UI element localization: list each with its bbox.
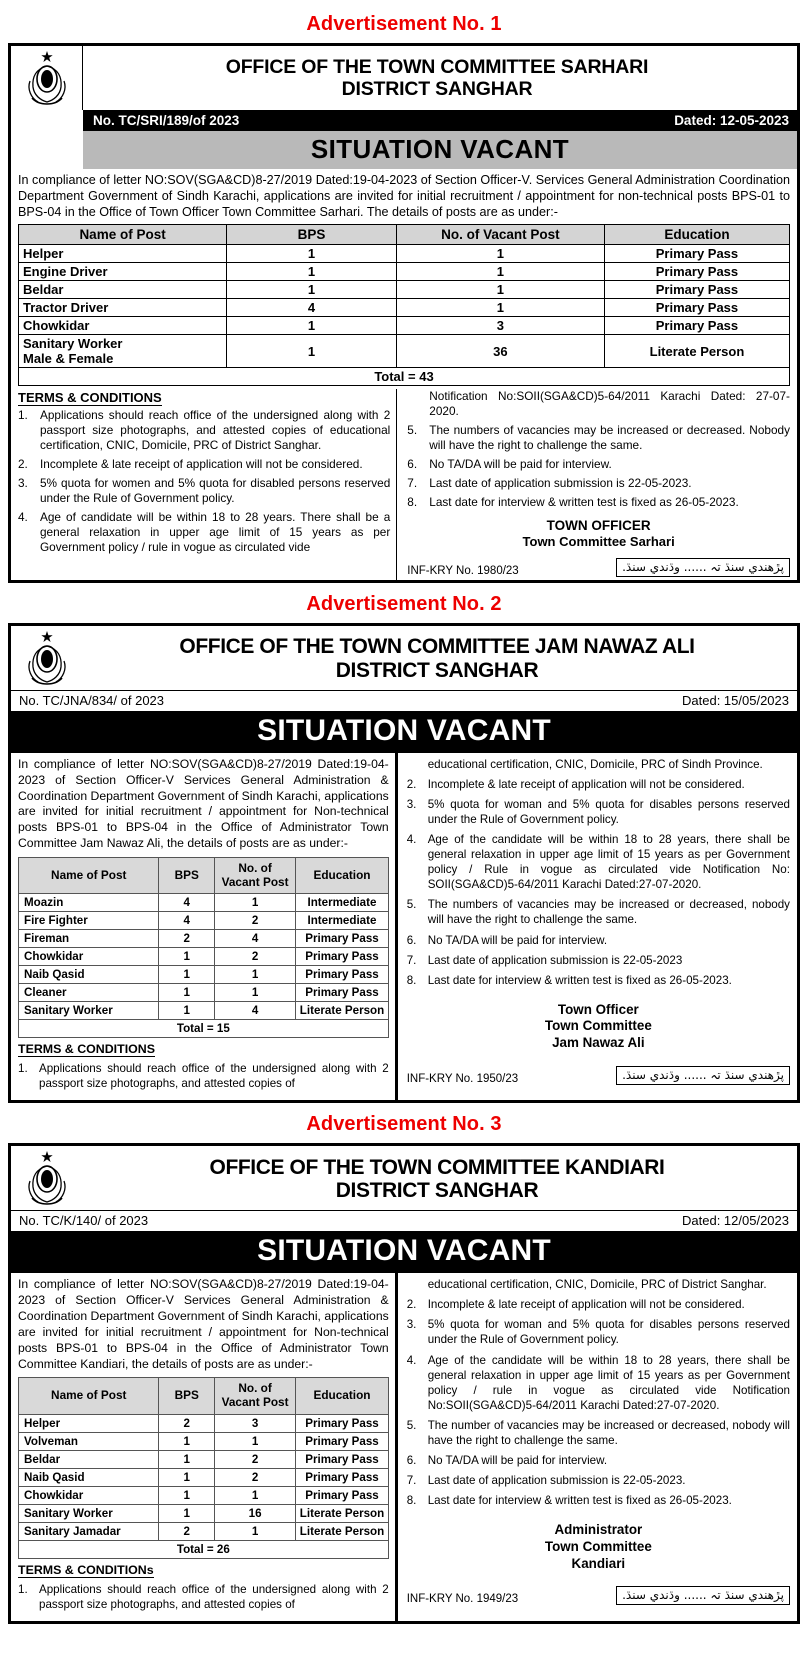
table-row <box>19 263 790 281</box>
terms-item-text: Age of the candidate will be within 18 to 28 years, there shall be general relaxation in upper age limit of 15 years as per Government policy / Rule in vogue as circulated vide Notification No: SOII(SGA&CD)5-64/2011 Karachi Dated:27-07-2020. <box>427 833 790 892</box>
bps-cell: 1 <box>227 263 397 281</box>
ad3-terms-continuation: educational certification, CNIC, Domicile, PRC of District Sanghar. <box>427 1278 767 1292</box>
ad3-signoff <box>407 1522 790 1572</box>
table-total-row <box>19 368 790 386</box>
ad2-table-header-row <box>19 858 389 894</box>
ad2-right-column <box>398 753 797 1100</box>
education-cell: Literate Person <box>296 1522 388 1540</box>
post-name-cell: Sanitary Worker <box>19 1002 159 1020</box>
ad1-office-line-2: DISTRICT SANGHAR <box>341 78 533 100</box>
terms-item-text: Applications should reach office of the undersigned along with 2 passport size photographs, and attested copies of <box>39 1582 389 1611</box>
terms-item-number: 4. <box>406 833 417 847</box>
ad3-reference-bar <box>11 1210 797 1231</box>
ad2-left-column <box>11 753 398 1100</box>
education-cell: Primary Pass <box>296 984 388 1002</box>
post-name-cell: Helper <box>19 1414 159 1432</box>
ad3-footer-row <box>407 1586 790 1605</box>
table-row <box>19 299 790 317</box>
terms-item-text: Incomplete & late receipt of application will not be considered. <box>427 777 745 791</box>
bps-cell: 1 <box>159 1450 214 1468</box>
education-cell: Primary Pass <box>296 948 388 966</box>
vacant-count-cell: 4 <box>214 930 295 948</box>
ad2-header <box>11 626 797 690</box>
post-name-cell: Sanitary Worker <box>19 1504 159 1522</box>
terms-item <box>407 973 790 988</box>
ad2-reference-bar <box>11 690 797 711</box>
post-name-cell: Chowkidar <box>19 948 159 966</box>
terms-item-number: 5. <box>406 1418 417 1432</box>
ad3-th-education: Education <box>296 1378 388 1414</box>
ad1-body <box>11 169 797 580</box>
terms-item <box>407 423 790 453</box>
vacant-count-cell: 1 <box>396 299 604 317</box>
post-name-cell: Fireman <box>19 930 159 948</box>
terms-item <box>407 777 790 792</box>
terms-item <box>407 476 790 491</box>
vacant-count-cell: 1 <box>214 894 295 912</box>
ad1-crest-cell <box>11 46 83 110</box>
table-row <box>19 984 389 1002</box>
ad2-office-line-1: OFFICE OF THE TOWN COMMITTEE JAM NAWAZ ALI <box>179 635 695 659</box>
terms-item-number: 3. <box>18 476 28 491</box>
ad1-inf-number: INF-KRY No. 1980/23 <box>407 564 519 577</box>
terms-item <box>407 457 790 472</box>
ad2-inf-number: INF-KRY No. 1950/23 <box>406 1072 519 1085</box>
education-cell: Primary Pass <box>604 245 789 263</box>
ad1-header <box>11 46 797 110</box>
table-row <box>19 930 389 948</box>
bps-cell: 1 <box>159 1486 214 1504</box>
terms-item <box>18 510 390 555</box>
ad2-th-name: Name of Post <box>19 858 159 894</box>
terms-item-text: Applications should reach office of the undersigned along with 2 passport size photographs, and attested copies of <box>39 1062 389 1091</box>
ad1-terms-right-list <box>407 423 790 510</box>
terms-item-text: Last date for interview & written test is fixed as 26-05-2023. <box>427 1494 732 1508</box>
terms-item-number: 1. <box>18 1582 28 1596</box>
post-name-cell: Naib Qasid <box>19 1468 159 1486</box>
ad1-signoff <box>407 518 790 550</box>
table-row <box>19 948 389 966</box>
bps-cell: 2 <box>159 1522 214 1540</box>
post-name-cell: Beldar <box>19 281 227 299</box>
education-cell: Primary Pass <box>604 281 789 299</box>
ad2-terms-right-list <box>407 777 790 988</box>
vacant-count-cell: 36 <box>396 335 604 368</box>
terms-item <box>407 953 790 968</box>
post-name-cell: Chowkidar <box>19 1486 159 1504</box>
ad2-terms-heading: TERMS & CONDITIONS <box>18 1042 155 1057</box>
ad2-office-line-2: DISTRICT SANGHAR <box>335 658 539 682</box>
education-cell: Primary Pass <box>296 930 388 948</box>
ad3-office-line-2: DISTRICT SANGHAR <box>335 1179 539 1203</box>
table-row <box>19 894 389 912</box>
ad2-terms-continuation: educational certification, CNIC, Domicile, PRC of Sindh Province. <box>427 757 763 771</box>
ad3-office-line-1: OFFICE OF THE TOWN COMMITTEE KANDIARI <box>209 1155 665 1179</box>
bps-cell: 4 <box>227 299 397 317</box>
ad1-office-heading <box>83 46 797 110</box>
vacant-count-cell: 2 <box>214 948 295 966</box>
table-row <box>19 1504 389 1522</box>
education-cell: Primary Pass <box>296 1432 388 1450</box>
table-row <box>19 1468 389 1486</box>
education-cell: Primary Pass <box>296 1468 388 1486</box>
bps-cell: 4 <box>159 894 214 912</box>
vacant-count-cell: 1 <box>214 984 295 1002</box>
education-cell: Primary Pass <box>296 1414 388 1432</box>
govt-of-pakistan-crest-icon <box>24 629 70 687</box>
ad3-terms-right-list <box>407 1297 790 1508</box>
vacant-count-cell: 2 <box>214 1450 295 1468</box>
terms-item-number: 2. <box>406 777 417 791</box>
education-cell: Intermediate <box>296 894 388 912</box>
vacant-count-cell: 1 <box>214 1486 295 1504</box>
ad3-situation-vacant-banner: SITUATION VACANT <box>11 1231 797 1273</box>
ad1-situation-vacant-banner: SITUATION VACANT <box>83 131 797 169</box>
terms-item-text: Last date for interview & written test is fixed as 26-05-2023. <box>427 973 732 987</box>
terms-item-text: 5% quota for woman and 5% quota for disables persons reserved under the Rule of Government policy. <box>427 798 790 827</box>
ad1-office-line-1: OFFICE OF THE TOWN COMMITTEE SARHARI <box>225 56 649 79</box>
terms-item-number: 6. <box>406 933 417 947</box>
terms-item <box>407 933 790 948</box>
advertisement-2-title: Advertisement No. 2 <box>306 592 502 615</box>
terms-item-number: 1. <box>18 1062 28 1076</box>
ad2-sindhi-slogan: پڙهندي سنڌ تہ ...... وڌندي سنڌ. <box>616 1066 790 1085</box>
ad2-posts-table <box>18 857 389 1038</box>
terms-item-text: Incomplete & late receipt of application will not be considered. <box>427 1298 745 1312</box>
terms-item <box>407 1493 790 1508</box>
post-name-cell: Sanitary Jamadar <box>19 1522 159 1540</box>
terms-item <box>407 897 790 927</box>
ad3-left-column <box>11 1273 398 1620</box>
terms-item <box>407 1317 790 1347</box>
terms-item <box>18 1061 389 1091</box>
table-row <box>19 1486 389 1504</box>
total-posts-value: Total = 15 <box>19 1020 389 1038</box>
ad2-signoff-line-2: Town Committee <box>544 1018 652 1034</box>
bps-cell: 1 <box>159 1002 214 1020</box>
terms-item-number: 8. <box>406 1494 417 1508</box>
ad2-terms-left-list <box>18 1061 389 1091</box>
ad3-th-name: Name of Post <box>19 1378 159 1414</box>
bps-cell: 1 <box>227 281 397 299</box>
vacant-count-cell: 4 <box>214 1002 295 1020</box>
ad1-intro-paragraph: In compliance of letter NO:SOV(SGA&CD)8-27/2019 Dated:19-04-2023 of Section Officer-V. Services General Administration Coordination Department Government of Sindh Karachi, applications are invited for initial recruitment / appointment for non-technical posts BPS-01 to BPS-04 in the Office of Town Officer Town Committee Sarhari. The details of posts are as under:- <box>18 173 790 220</box>
terms-item <box>407 1418 790 1448</box>
table-row <box>19 1002 389 1020</box>
education-cell: Primary Pass <box>296 1486 388 1504</box>
terms-item <box>407 1353 790 1413</box>
ad2-footer-row <box>407 1066 790 1085</box>
terms-item-text: Last date of application submission is 22-05-2023. <box>427 1473 686 1487</box>
table-row <box>19 1432 389 1450</box>
vacant-count-cell: 1 <box>396 263 604 281</box>
ad1-signoff-line-1: TOWN OFFICER <box>546 518 651 534</box>
ad1-table-header-row <box>19 225 790 245</box>
table-total-row <box>19 1540 389 1558</box>
ad3-reference-number: No. TC/K/140/ of 2023 <box>19 1213 149 1229</box>
ad1-posts-table <box>18 224 790 386</box>
terms-item-text: Applications should reach office of the undersigned along with 2 passport size photographs, and attested copies of educational certification, CNIC, Domicile, PRC of District Sanghar. <box>40 408 391 453</box>
terms-item-number: 6. <box>407 457 418 472</box>
ad3-signoff-line-1: Administrator <box>554 1522 643 1538</box>
bps-cell: 1 <box>159 966 214 984</box>
terms-item-number: 3. <box>406 798 417 812</box>
post-name-cell: Fire Fighter <box>19 912 159 930</box>
vacant-count-cell: 2 <box>214 912 295 930</box>
ad2-th-bps: BPS <box>159 858 214 894</box>
ad1-terms-heading: TERMS & CONDITIONS <box>18 390 162 406</box>
vacant-count-cell: 2 <box>214 1468 295 1486</box>
ad3-signoff-line-3: Kandiari <box>571 1555 626 1571</box>
table-row <box>19 317 790 335</box>
post-name-cell: Naib Qasid <box>19 966 159 984</box>
ad3-table-header-row <box>19 1378 389 1414</box>
education-cell: Intermediate <box>296 912 388 930</box>
table-row <box>19 245 790 263</box>
ad3-right-column <box>398 1273 797 1620</box>
education-cell: Primary Pass <box>604 317 789 335</box>
ad1-th-name: Name of Post <box>19 225 227 245</box>
post-name-cell: Cleaner <box>19 984 159 1002</box>
ad3-posts-table <box>18 1377 389 1558</box>
terms-item-text: Last date of application submission is 22-05-2023. <box>429 476 692 491</box>
post-name-cell: Tractor Driver <box>19 299 227 317</box>
bps-cell: 1 <box>159 1432 214 1450</box>
advertisement-3-card <box>8 1143 800 1623</box>
terms-item-number: 7. <box>406 1473 417 1487</box>
terms-item-text: 5% quota for woman and 5% quota for disables persons reserved under the Rule of Government policy. <box>427 1318 790 1347</box>
terms-item-text: 5% quota for women and 5% quota for disabled persons reserved under the Rule of Government policy. <box>40 476 391 506</box>
terms-item-number: 8. <box>407 495 418 510</box>
ad2-th-education: Education <box>296 858 388 894</box>
ad1-notification-continuation: Notification No:SOII(SGA&CD)5-64/2011 Karachi Dated: 27-07-2020. <box>429 389 790 419</box>
ad3-header <box>11 1146 797 1210</box>
post-name-cell: Chowkidar <box>19 317 227 335</box>
terms-item-number: 4. <box>18 510 28 525</box>
ad2-signoff-line-1: Town Officer <box>557 1001 639 1017</box>
ad2-situation-vacant-banner: SITUATION VACANT <box>11 711 797 753</box>
ad2-crest-cell <box>11 626 83 690</box>
terms-item <box>18 476 390 506</box>
ad2-body <box>11 753 797 1100</box>
table-row <box>19 1522 389 1540</box>
table-total-row <box>19 1020 389 1038</box>
total-posts-value: Total = 43 <box>19 368 790 386</box>
ad3-body <box>11 1273 797 1620</box>
ad3-th-vacant: No. of Vacant Post <box>214 1378 295 1414</box>
terms-item-text: The numbers of vacancies may be increased or decreased, nobody will have the right to challenge the same. <box>427 898 790 927</box>
advertisement-3-title: Advertisement No. 3 <box>306 1113 502 1136</box>
terms-item-number: 4. <box>406 1353 417 1367</box>
ad1-th-bps: BPS <box>227 225 397 245</box>
ad3-intro-paragraph: In compliance of letter NO:SOV(SGA&CD)8-27/2019 Dated:19-04-2023 of Section Officer-V Services General Administration & Coordination Department Government of Sindh Karachi, applications are invited for initial recruitment / appointment for Non-technical posts BPS-01 to BPS-04 in the Office of Administrator Town Committee Kandiari, the details of posts are as under:- <box>18 1277 389 1371</box>
terms-item <box>18 1582 389 1612</box>
ad1-date: Dated: 12-05-2023 <box>674 113 789 128</box>
terms-item-text: Age of candidate will be within 18 to 28 years. There shall be a general relaxation in upper age limit of 15 years as per Government policy / rule in vogue as circulated vide <box>40 510 391 555</box>
vacant-count-cell: 1 <box>396 281 604 299</box>
terms-item <box>407 495 790 510</box>
vacant-count-cell: 1 <box>214 1522 295 1540</box>
education-cell: Literate Person <box>296 1504 388 1522</box>
education-cell: Primary Pass <box>296 1450 388 1468</box>
education-cell: Literate Person <box>604 335 789 368</box>
ad3-terms-left-list <box>18 1582 389 1612</box>
terms-item <box>18 457 390 472</box>
education-cell: Primary Pass <box>604 299 789 317</box>
terms-item-text: The number of vacancies may be increased or decreased, nobody will have the right to challenge the same. <box>427 1418 790 1447</box>
ad1-terms-columns <box>18 389 790 580</box>
terms-item <box>407 1297 790 1312</box>
govt-of-pakistan-crest-icon <box>24 49 70 107</box>
post-name-cell: Moazin <box>19 894 159 912</box>
advertisement-1-title: Advertisement No. 1 <box>306 13 502 35</box>
terms-item-number: 8. <box>406 973 417 987</box>
table-row <box>19 335 790 368</box>
vacant-count-cell: 1 <box>214 1432 295 1450</box>
ad3-sindhi-slogan: پڙهندي سنڌ تہ ...... وڌندي سنڌ. <box>616 1586 790 1605</box>
bps-cell: 1 <box>227 335 397 368</box>
ad3-th-bps: BPS <box>159 1378 214 1414</box>
terms-item-text: Age of the candidate will be within 18 to 28 years, there shall be general relaxation in upper age limit of 15 years as per Government policy / rule in vogue as circulated vide Notification No:SOII(SGA&CD)5-64/2011 Karachi Dated:27-07-2020. <box>427 1353 790 1412</box>
bps-cell: 1 <box>227 317 397 335</box>
ad3-inf-number: INF-KRY No. 1949/23 <box>406 1593 519 1606</box>
post-name-cell: Helper <box>19 245 227 263</box>
bps-cell: 4 <box>159 912 214 930</box>
terms-item-number: 6. <box>406 1453 417 1467</box>
vacant-count-cell: 3 <box>214 1414 295 1432</box>
ad3-signoff-line-2: Town Committee <box>544 1538 652 1554</box>
terms-item-text: Last date of application submission is 22-05-2023 <box>427 953 683 967</box>
advertisement-2-card <box>8 623 800 1103</box>
table-row <box>19 281 790 299</box>
bps-cell: 2 <box>159 1414 214 1432</box>
terms-item-number: 2. <box>18 457 28 472</box>
vacant-count-cell: 3 <box>396 317 604 335</box>
ad1-terms-right-column <box>396 389 790 580</box>
terms-item-text: No TA/DA will be paid for interview. <box>427 933 608 947</box>
terms-item-number: 5. <box>406 898 417 912</box>
terms-item-text: The numbers of vacancies may be increased or decreased. Nobody will have the right to challenge the same. <box>429 423 790 453</box>
terms-item-number: 5. <box>407 423 418 438</box>
vacant-count-cell: 1 <box>396 245 604 263</box>
ad3-date: Dated: 12/05/2023 <box>682 1213 789 1229</box>
ad1-footer-row <box>407 558 790 580</box>
ad3-crest-cell <box>11 1146 83 1210</box>
terms-item-text: Last date for interview & written test is fixed as 26-05-2023. <box>429 495 739 510</box>
ad3-terms-heading: TERMS & CONDITIONs <box>18 1562 154 1577</box>
terms-item <box>407 797 790 827</box>
total-posts-value: Total = 26 <box>19 1540 389 1558</box>
ad3-office-heading <box>83 1146 797 1210</box>
post-name-cell: Beldar <box>19 1450 159 1468</box>
terms-item <box>407 832 790 892</box>
terms-item-text: No TA/DA will be paid for interview. <box>427 1453 608 1467</box>
ad1-sindhi-slogan: پڙهندي سنڌ تہ ...... وڌندي سنڌ. <box>616 558 790 577</box>
ad2-th-vacant: No. of Vacant Post <box>214 858 295 894</box>
terms-item-text: Incomplete & late receipt of application will not be considered. <box>40 457 363 472</box>
terms-item-number: 7. <box>406 953 417 967</box>
post-name-cell: Volveman <box>19 1432 159 1450</box>
table-row <box>19 1414 389 1432</box>
ad2-date: Dated: 15/05/2023 <box>682 692 789 708</box>
ad2-reference-number: No. TC/JNA/834/ of 2023 <box>19 692 165 708</box>
table-row <box>19 966 389 984</box>
ad2-office-heading <box>83 626 797 690</box>
terms-item-text: No TA/DA will be paid for interview. <box>429 457 612 472</box>
ad2-intro-paragraph: In compliance of letter NO:SOV(SGA&CD)8-27/2019 Dated:19-04-2023 of Section Officer-V Services General Administration & Coordination Department Government of Sindh Karachi, applications are invited for initial recruitment / appointment for Non-technical posts BPS-01 to BPS-04 in the Office of Administrator Town Committee Jam Nawaz Ali, the details of posts are as under:- <box>18 756 389 851</box>
govt-of-pakistan-crest-icon <box>24 1149 70 1207</box>
post-name-cell: Engine Driver <box>19 263 227 281</box>
ad1-reference-bar <box>83 110 797 131</box>
terms-item <box>18 408 390 453</box>
terms-item-number: 2. <box>406 1298 417 1312</box>
terms-item-number: 1. <box>18 408 28 423</box>
table-row <box>19 1450 389 1468</box>
ad1-th-education: Education <box>604 225 789 245</box>
vacant-count-cell: 1 <box>214 966 295 984</box>
ad1-reference-number: No. TC/SRI/189/of 2023 <box>93 113 240 128</box>
education-cell: Primary Pass <box>604 263 789 281</box>
terms-item <box>407 1453 790 1468</box>
terms-item-number: 3. <box>406 1318 417 1332</box>
post-name-cell: Sanitary Worker Male & Female <box>19 335 227 368</box>
bps-cell: 2 <box>159 930 214 948</box>
bps-cell: 1 <box>159 1468 214 1486</box>
bps-cell: 1 <box>159 1504 214 1522</box>
advertisement-1-card <box>8 43 800 583</box>
bps-cell: 1 <box>227 245 397 263</box>
ad2-signoff-line-3: Jam Nawaz Ali <box>552 1035 645 1051</box>
table-row <box>19 912 389 930</box>
ad1-signoff-line-2: Town Committee Sarhari <box>522 534 675 550</box>
education-cell: Literate Person <box>296 1002 388 1020</box>
terms-item <box>407 1473 790 1488</box>
terms-item-number: 7. <box>407 476 418 491</box>
bps-cell: 1 <box>159 984 214 1002</box>
ad1-th-vacant: No. of Vacant Post <box>396 225 604 245</box>
ad1-terms-left-column <box>18 389 396 580</box>
bps-cell: 1 <box>159 948 214 966</box>
education-cell: Primary Pass <box>296 966 388 984</box>
vacant-count-cell: 16 <box>214 1504 295 1522</box>
ad1-terms-left-list <box>18 408 390 555</box>
ad2-signoff <box>407 1002 790 1052</box>
